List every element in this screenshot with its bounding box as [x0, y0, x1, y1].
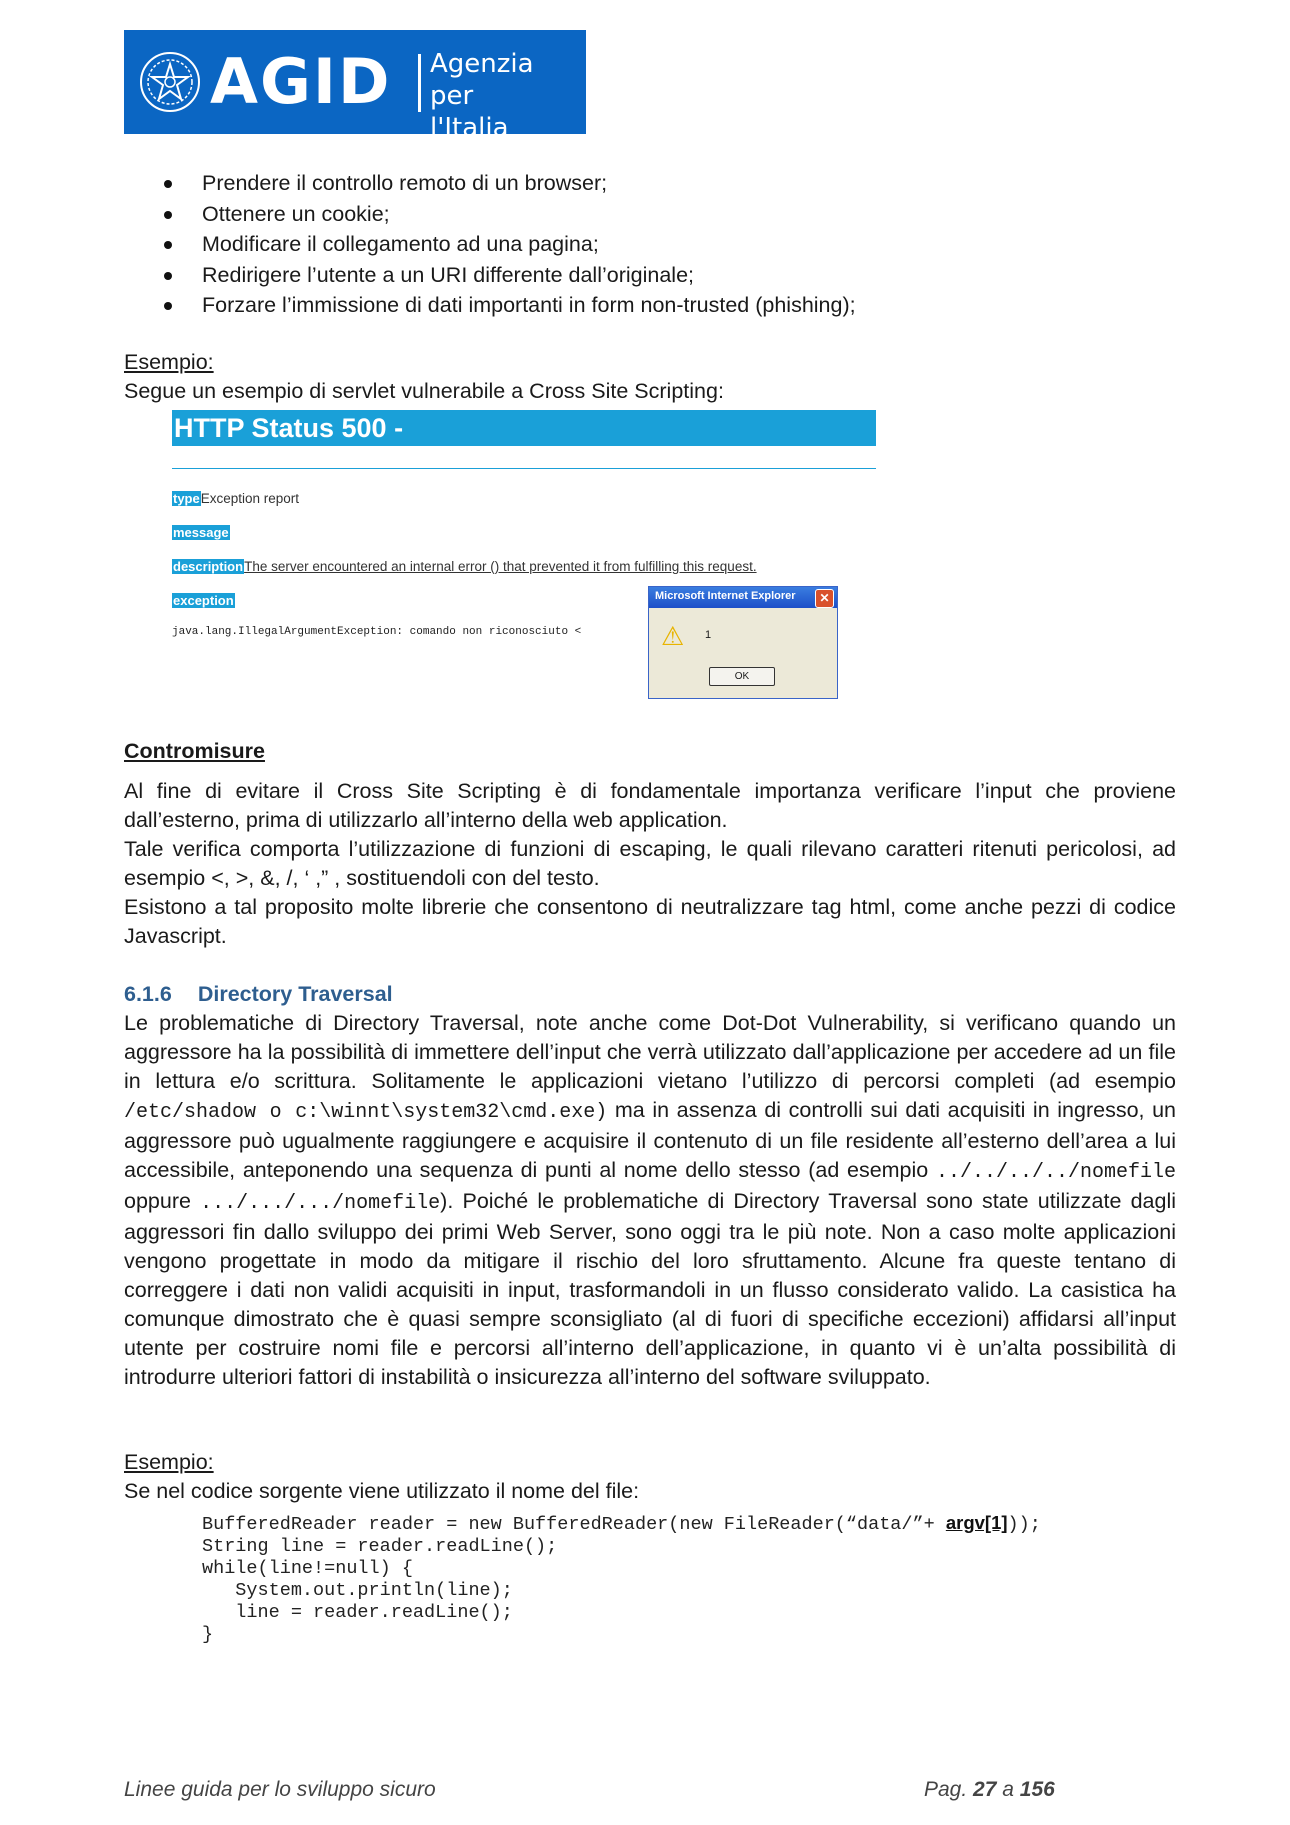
- type-row: [172, 490, 299, 508]
- paragraph: Esistono a tal proposito molte librerie che consentono di neutralizzare tag html, come anche pezzi di codice Javascript.: [124, 895, 1176, 948]
- message-row: [172, 524, 230, 542]
- logo-name-line1: Agenzia per: [430, 49, 534, 111]
- description-value: The server encountered an internal error () that prevented it from fulfilling this request.: [244, 559, 757, 574]
- code-inline: ../../../../nomefile: [935, 1161, 1176, 1184]
- description-row: [172, 558, 757, 576]
- section-heading: [124, 980, 1176, 1009]
- code-inline: /etc/shadow o c:\winnt\system32\cmd.exe): [124, 1101, 608, 1124]
- contromisure-text: [124, 777, 1176, 951]
- divider: [172, 468, 876, 469]
- list-item: Forzare l’immissione di dati importanti in form non-trusted (phishing);: [160, 290, 856, 321]
- argv-token: argv[1]: [945, 1512, 1008, 1533]
- list-item: Ottenere un cookie;: [160, 199, 856, 230]
- dialog-message: 1: [705, 629, 712, 641]
- description-label: description: [173, 559, 244, 574]
- code-line: line = reader.readLine();: [202, 1602, 513, 1623]
- http-title: HTTP Status 500 -: [174, 413, 404, 443]
- bullet-icon: [164, 302, 172, 310]
- logo-name: [430, 48, 580, 176]
- alert-dialog: [648, 586, 838, 699]
- example2-intro: Se nel codice sorgente viene utilizzato il nome del file:: [124, 1479, 640, 1503]
- example1-label: Esempio:: [124, 350, 214, 374]
- code-line: while(line!=null) {: [202, 1558, 413, 1579]
- bullet-icon: [164, 241, 172, 249]
- list-item: Modificare il collegamento ad una pagina;: [160, 229, 856, 260]
- paragraph: Le problematiche di Directory Traversal, note anche come Dot-Dot Vulnerability, si verificano quando un aggressore ha la possibilità di immettere dell’input che verrà utilizzato dall’applicazione per accedere ad un file in lettura e/o scrittura. Solitamente le applicazioni vietano l’utilizzo di percorsi completi (ad esempio /etc/shadow o c:\winnt\system32\cmd.exe) ma in assenza di controlli sui dati acquisiti in ingresso, un aggressore può ugualmente raggiungere e acquisire il contenuto di un file residente all’esterno dell’area a lui accessibile, anteponendo una sequenza di punti al nome dello stesso (ad esempio ../../../../nomefile oppure .../.../.../nomefile). Poiché le problematiche di Directory Traversal sono state utilizzate dagli aggressori fin dallo sviluppo dei primi Web Server, sono oggi tra le più note. Non a caso molte applicazioni vengono progettate in modo da mitigare il rischio del loro sfruttamento. Alcune fra queste tentano di correggere i dati non validi acquisiti in input, trasformandoli in un flusso considerato valido. La casistica ha comunque dimostrato che è quasi sempre sconsigliato (al di fuori di specifiche eccezioni) affidarsi all’input utente per costruire nomi file e percorsi all’interno dell’applicazione, in quanto vi è un’alta possibilità di introdurre ulteriori fattori di instabilità o insicurezza all’interno del software sviluppato.: [124, 1011, 1176, 1389]
- exception-label: exception: [173, 593, 234, 608]
- code-block: [202, 1512, 1041, 1646]
- close-icon[interactable]: ✕: [815, 589, 834, 608]
- message-label: message: [173, 525, 229, 540]
- code-line: System.out.println(line);: [202, 1580, 513, 1601]
- section-title: Directory Traversal: [197, 982, 393, 1006]
- paragraph: Al fine di evitare il Cross Site Scripting è di fondamentale importanza verificare l’input che proviene dall’esterno, prima di utilizzarlo all’interno della web application.: [124, 779, 1176, 832]
- code-inline: .../.../.../nomefile: [200, 1192, 441, 1215]
- code-line: String line = reader.readLine();: [202, 1536, 558, 1557]
- agid-logo: [124, 30, 586, 175]
- error-screenshot: [172, 410, 876, 700]
- footer-page-number: Pag. 27 a 156: [924, 1778, 1055, 1801]
- ok-button[interactable]: OK: [709, 667, 775, 686]
- paragraph: Tale verifica comporta l’utilizzazione di funzioni di escaping, le quali rilevano caratteri ritenuti pericolosi, ad esempio <, >, &, /, ‘ ,” , sostituendoli con del testo.: [124, 837, 1176, 890]
- bullet-icon: [164, 180, 172, 188]
- italian-emblem-icon: [138, 50, 202, 114]
- logo-acronym: AGID: [210, 45, 392, 118]
- section-number: 6.1.6: [124, 982, 172, 1006]
- example1-intro: Segue un esempio di servlet vulnerabile a Cross Site Scripting:: [124, 379, 724, 403]
- logo-divider: [418, 54, 421, 112]
- code-line: }: [202, 1624, 214, 1645]
- example2-label: Esempio:: [124, 1450, 214, 1474]
- dialog-title-bar: [649, 587, 837, 608]
- exception-value: java.lang.IllegalArgumentException: comando non riconosciuto <: [172, 626, 582, 638]
- bullet-icon: [164, 272, 172, 280]
- http-title-bar: [172, 410, 876, 446]
- exception-row: [172, 592, 235, 610]
- type-value: Exception report: [200, 491, 300, 506]
- bullet-icon: [164, 211, 172, 219]
- contromisure-heading: Contromisure: [124, 739, 265, 763]
- logo-name-line2: l'Italia digitale: [430, 113, 527, 175]
- footer-doc-title: Linee guida per lo sviluppo sicuro: [124, 1778, 436, 1801]
- type-label: type: [173, 491, 200, 506]
- dialog-title: Microsoft Internet Explorer: [655, 590, 796, 602]
- code-line: BufferedReader reader = new BufferedReader(new FileReader(“data/”+ argv[1]));: [202, 1512, 1041, 1535]
- bullet-list: [160, 168, 856, 321]
- list-item: Prendere il controllo remoto di un browser;: [160, 168, 856, 199]
- directory-traversal-text: [124, 1009, 1176, 1392]
- list-item: Redirigere l’utente a un URI differente dall’originale;: [160, 260, 856, 291]
- warning-icon: ⚠: [661, 621, 685, 651]
